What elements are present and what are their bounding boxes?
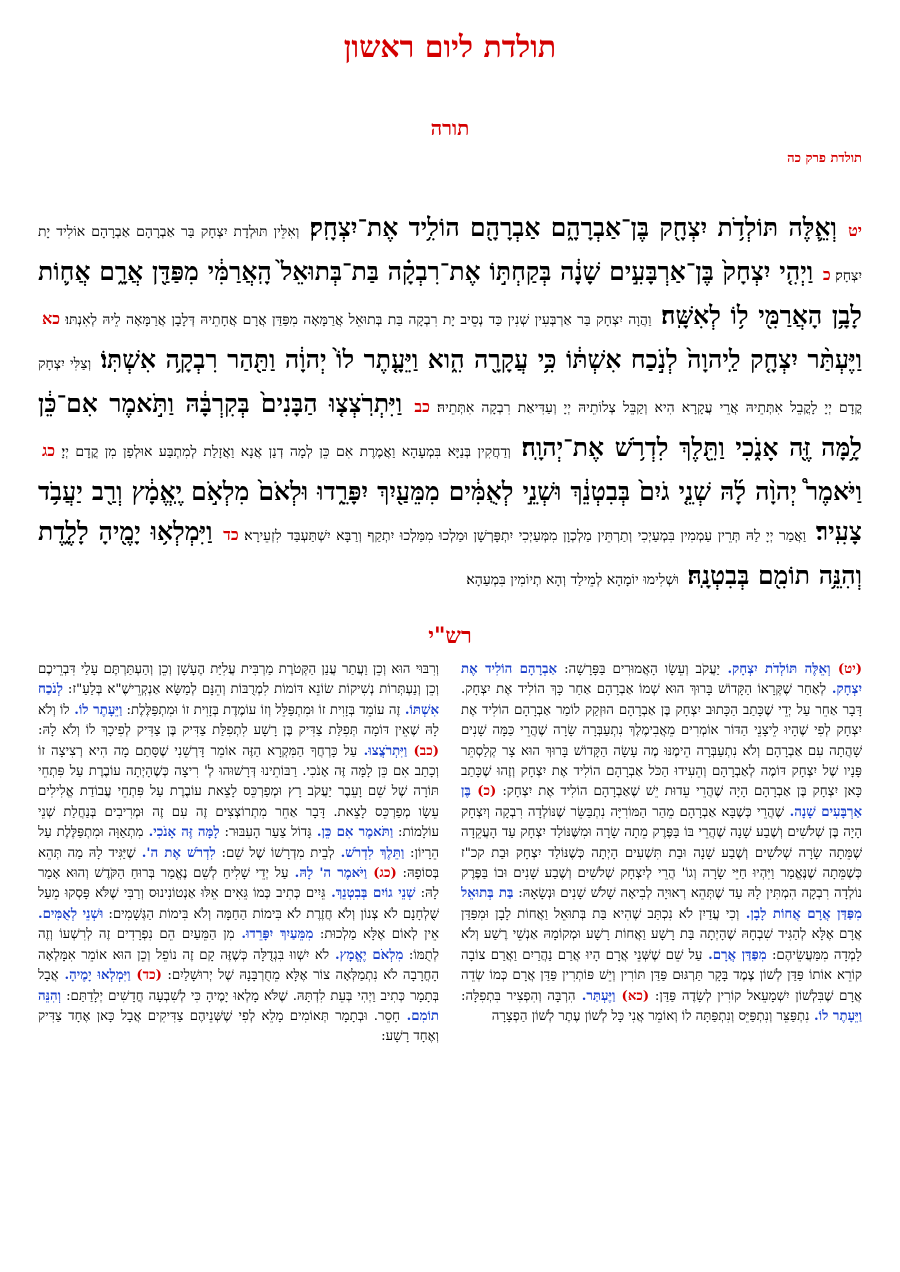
verse-text: וַיֹּאמֶר֩ יְהוָ֨ה לָ֜הּ שְׁנֵ֤י גֹיִם֙ בְּבִטְנֵ֔ךְ וּשְׁנֵ֣י לְאֻמִּ֔ים מִמֵּעַ֖יִךְ יִפָּרֵ֑דוּ וּלְאֹם֙ מִלְאֹ֣ם יֶֽאֱמָ֔ץ וְרַ֖ב יַעֲבֹ֥ד צָעִֽיר׃ [38,477,862,546]
rashi-text: אֵין לְאוֹם אֶלָּא מַלְכוּת: [313,927,439,943]
rashi-lemma: לָמָּה זֶּה אָנֹכִי. [143,825,220,841]
rashi-text: וְכִי עֲדַיִן לֹא נִכְתַּב שֶׁהִיא בַּת בְּתוּאֵל וַאֲחוֹת לָבָן וּמִפַּדַּן אֲרָם אֶלָּא לְהַגִּיד שִׁבְחָהּ שֶׁהָיְתָה בַּת רָשָׁע וַאֲחוֹת רָשָׁע וּמְקוֹמָהּ אַנְשֵׁי רֶשַׁע וְלֹא לָמְדָה מִמַּעֲשֵׂיהֶם: [461,906,862,963]
rashi-commentary [38,660,862,1260]
rashi-lemma: שְׁנֵי גוֹיִם בְּבִטְנֵךְ. [325,886,416,902]
rashi-lemma: וַיֹּאמֶר ה' לָהּ. [288,866,368,882]
rashi-lemma: וַיֵּעָתֶר לוֹ. [809,1008,862,1024]
rashi-text: הִרְבָּה וְהִפְצִיר בִּתְפִלָּה: [461,988,576,1004]
rashi-text: לֹא יִשְׁווּ בִּגְדֻלָּה כְּשֶׁזֶּה קָם זֶה נוֹפֵל וְכֵן הוּא אוֹמֵר אִמָּלְאָה הָחֳרָבָה לֹא נִתְמַלְּאָה צוֹר אֶלָּא מֵחֻרְבָּנָהּ שֶׁל יְרוּשָׁלַיִם: [38,947,439,984]
rashi-lemma: וַתֵּלֶךְ לִדְרֹשׁ. [334,845,405,861]
rashi-lemma: בֶּן אַרְבָּעִים שָׁנָה. [461,784,862,820]
section-title: תורה [430,116,470,140]
rashi-lemma: וּשְׁנֵי לְאֻמִּים. [38,906,104,922]
rashi-verse-ref: (כ) [470,784,497,800]
onkelos-text: וַהֲוָה יִצְחָק בַּר אַרְבְּעִין שְׁנִין כַּד נְסֵיב יָת רִבְקָה בַּת בְּתוּאֵל אֲרַמָּאָה מִפַּדַּן אֲרָם אֲחָתֵיהּ דְּלָבָן אֲרַמָּאָה לֵיהּ לְאִנְתּוּ׃ [60,312,652,328]
rashi-text: וְרִבּוּי הוּא וְכֵן וַעֲתַר עֲנַן הַקְּטֹרֶת מַרְבִּית עֲלִיַּת הֶעָשָׁן וְכֵן וְהַעְתַּרְתֶּם עָלַי דִּבְרֵיכֶם וְכֵן וְנַעְתְּרוֹת נְשִׁיקוֹת שׂוֹנֵא דּוֹמוֹת לִמְרֻבּוֹת וְהֵנָּם לְמַשָּׂא אַנְקְרֵישֶׁ"א בְּלַעַ"ז: [38,662,439,698]
rashi-lemma: וַיֶּעְתַּר. [575,988,616,1004]
rashi-lemma: וַיִּמְלְאוּ יָמֶיהָ. [58,968,131,984]
verse-number: כ [817,265,831,284]
page-title: תולדת ליום ראשון [343,30,557,65]
rashi-text: עַל כָּרְחֲךָ הַמִּקְרָא הַזֶּה אוֹמֵר דָּרְשֵׁנִי שֶׁסָּתַם מָה הִיא רְצִיצָה זוֹ וְכָתַב אִם כֵּן לָמָּה זֶּה אָנֹכִי. רַבּוֹתֵינוּ דְּרָשׁוּהוּ לְ' רִיצָה כְּשֶׁהָיְתָה עוֹבֶרֶת עַל פִּתְחֵי תּוֹרָה שֶׁל שֵׁם וָעֵבֶר יַעֲקֹב רָץ וּמְפַרְכֵּס לָצֵאת עוֹבֶרֶת עַל פִּתְחֵי עֲבוֹדַת אֱלִילִים עֵשָׂו מְפַרְכֵּס לָצֵאת. דָּבָר אַחֵר מִתְרוֹצְצִים זֶה עִם זֶה וּמְרִיבִים בְּנַחֲלַת שְׁנֵי עוֹלָמוֹת: [38,743,439,841]
rashi-text: לְאַחַר שֶׁקְּרָאוֹ הַקָּדוֹשׁ בָּרוּךְ הוּא שְׁמוֹ אַבְרָהָם אַחַר כָּךְ הוֹלִיד אֶת יִצְחָק. דָּבָר אַחֵר עַל יְדֵי שֶׁכָּתַב הַכָּתוּב יִצְחָק בֶּן אַבְרָהָם הוּזְקַק לוֹמַר אַבְרָהָם הוֹלִיד אֶת יִצְחָק לְפִי שֶׁהָיוּ לֵיצָנֵי הַדּוֹר אוֹמְרִים מֵאֲבִימֶלֶךְ נִתְעַבְּרָה שָׂרָה שֶׁהֲרֵי כַּמָּה שָׁנִים שָׁהֲתָה עִם אַבְרָהָם וְלֹא נִתְעַבְּרָה הֵימֶנּוּ מֶה עָשָׂה הַקָּדוֹשׁ בָּרוּךְ הוּא צָר קְלַסְתֵּר פָּנָיו שֶׁל יִצְחָק דּוֹמֶה לְאַבְרָהָם וְהֵעִידוּ הַכֹּל אַבְרָהָם הוֹלִיד אֶת יִצְחָק וְזֶהוּ שֶׁכָּתַב כָּאן יִצְחָק בֶּן אַבְרָהָם הָיָה שֶׁהֲרֵי עֵדוּת יֵשׁ שֶׁאַבְרָהָם הוֹלִיד אֶת יִצְחָק: [461,682,862,800]
rashi-text: נִתְפַּצֵּר וְנִתְפַּיֵּס וְנִתְפַּתָּה לוֹ וְאוֹמֵר אֲנִי כָּל לְשׁוֹן עֶתֶר לְשׁוֹן הַפְצָרָה [491,1008,810,1024]
rashi-text: עַל יְדֵי שָׁלִיחַ לְשֵׁם נֶאֱמַר בְּרוּחַ הַקֹּדֶשׁ וְהוּא אָמַר לָהּ: [38,866,439,902]
onkelos-text: וְדַחֲקִין בְּנַיָּא בִּמְעָהָא וַאֲמֶרֶת אִם כֵּן לְמָה דְנַן אֲנָא וַאֲזָלַת לְמִתְבַּע אוּלְפַן מִן קֳדָם יְיָ׃ [55,444,511,460]
rashi-verse-ref: (כב) [407,743,439,759]
rashi-column-right [461,660,862,1260]
onkelos-text: וּשְׁלִימוּ יוֹמָהָא לְמֵילַד וְהָא תְיוֹמִין בִּמְעַהָא׃ [466,572,679,588]
verse-number: כב [406,397,430,416]
rashi-verse-ref: (כג) [367,866,397,882]
rashi-text: מִן הַמֵּעַיִם הֵם נִפְרָדִים זֶה לְרִשְׁעוֹ וְזֶה לְתֻמּוֹ: [38,927,439,963]
onkelos-text: וַאֲמַר יְיָ לַהּ תְּרֵין עַמְמִין בִּמְעַיְכִי וְתַרְתֵּין מַלְכְוָן מִמְּעַיְכִי יִתְפָּרְשָׁן וּמַלְכוּ מִמַּלְכוּ יִתְקַף וְרַבָּא יִשְׁתַּעְבַּד לִזְעֵירָא׃ [238,528,807,544]
rashi-column-left [38,660,439,1260]
verse-text: וְאֵ֛לֶּה תּוֹלְדֹ֥ת יִצְחָ֖ק בֶּן־אַבְרָהָ֑ם אַבְרָהָ֖ם הוֹלִ֥יד אֶת־יִצְחָֽק׃ [299,213,837,242]
rashi-lemma: בַּת בְּתוּאֵל מִפַּדַּן אֲרָם אֲחוֹת לָבָן. [461,886,862,922]
rashi-text: אֲבָל בְּתָמָר כְּתִיב וַיְהִי בְּעֵת לִדְתָּהּ. שֶׁלֹּא מָלְאוּ יָמֶיהָ כִּי לְשִׁבְעָה חֳדָשִׁים יְלָדַתַּם: [38,968,439,1004]
rashi-text: חָסֵר. וּבְתָמָר תְּאוֹמִים מָלֵא לְפִי שֶׁשְּׁנֵיהֶם צַדִּיקִים אֲבָל כָּאן אֶחָד צַדִּיק וְאֶחָד רָשָׁע: [38,1008,439,1045]
rashi-text: לוֹ וְלֹא לָהּ שֶׁאֵין דּוֹמָה תְּפִלַּת צַדִּיק בֶּן רָשָׁע לִתְפִלַּת צַדִּיק בֶּן צַדִּיק לְפִיכָךְ לוֹ וְלֹא לָהּ: [38,702,439,739]
rashi-lemma: וַתֹּאמֶר אִם כֵּן. [311,825,394,841]
rashi-text: גָּדוֹל צַעַר הָעִבּוּר: [219,825,312,841]
verse-number: כג [42,441,56,460]
rashi-lemma: וְאֵלֶּה תּוֹלְדֹת יִצְחָק. [720,662,831,677]
rashi-verse-ref: (כד) [130,968,162,984]
rashi-lemma: מִפַּדַּן אֲרָם. [702,947,767,963]
rashi-text: שֶׁהֲרֵי כְּשֶׁבָּא אַבְרָהָם מֵהַר הַמּוֹרִיָּה נִתְבַּשֵּׂר שֶׁנּוֹלְדָה רִבְקָה וְיִצְחָק הָיָה בֶּן שְׁלֹשִׁים וְשֶׁבַע שָׁנָה שֶׁהֲרֵי בּוֹ בַּפֶּרֶק מֵתָה שָׂרָה וּמִשֶּׁנּוֹלַד יִצְחָק עַד הָעֲקֵדָה שֶׁמֵּתָה שָׂרָה שְׁלֹשִׁים וְשֶׁבַע שָׁנָה וּבַת תִּשְׁעִים הָיְתָה כְּשֶׁנּוֹלַד יִצְחָק וּבַת קכ"ז כְּשֶׁמֵּתָה שֶׁנֶּאֱמַר וַיִּהְיוּ חַיֵּי שָׂרָה וְגוֹ' הֲרֵי לְיִצְחָק שְׁלֹשִׁים וְשֶׁבַע שָׁנִים וּבוֹ בַּפֶּרֶק נוֹלְדָה רִבְקָה הִמְתִּין לָהּ עַד שֶׁתְּהֵא רְאוּיָה לְבִיאָה שָׁלֹשׁ שָׁנִים וּנְשָׂאָהּ: [461,804,862,902]
rashi-text: מִתְאַוָּה וּמִתְפַּלֶּלֶת עַל הֵרָיוֹן: [38,825,439,861]
rashi-lemma: וַיֵּעָתֶר לוֹ. [69,702,123,718]
rashi-text: יַעֲקֹב וְעֵשָׂו הָאֲמוּרִים בַּפָּרָשָׁה: [557,662,721,677]
rashi-lemma: מִלְאֹם יֶאֱמָץ. [329,947,404,963]
rashi-lemma: מִמֵּעַיִךְ יִפָּרֵדוּ. [234,927,314,943]
rashi-text: שֶׁיַּגִּיד לָהּ מַה תְּהֵא בְּסוֹפָהּ: [38,845,439,882]
rashi-lemma: אַבְרָהָם הוֹלִיד אֶת יִצְחָק. [461,662,862,698]
rashi-lemma: לִדְרֹשׁ אֶת ה'. [135,845,216,861]
verse-text: וַיִּתְרֹֽצְצ֤וּ הַבָּנִים֙ בְּקִרְבָּ֔הּ וַתֹּ֣אמֶר אִם־כֵּ֔ן לָ֥מָּה זֶּ֖ה אָנֹ֑כִי וַתֵּ֖לֶךְ לִדְרֹ֥שׁ אֶת־יְהוָֽה׃ [38,389,862,462]
verse-number: כד [216,525,239,544]
verse-number: יט [840,221,862,240]
verse-number: כא [42,309,61,328]
rashi-lemma: וְהִנֵּה תוֹמִם. [38,988,439,1024]
verse-text: וַיְהִ֤י יִצְחָק֙ בֶּן־אַרְבָּעִ֣ים שָׁנָ֔ה בְּקַחְתּ֣וֹ אֶת־רִבְקָ֗ה בַּת־בְּתוּאֵל֙ הָֽאֲרַמִּ֔י מִפַּדַּ֖ן אֲרָ֑ם אֲח֛וֹת לָבָ֥ן הָאֲרַמִּ֖י ל֥וֹ לְאִשָּֽׁה׃ [38,257,862,330]
verse-text: וַיִּמְלְא֥וּ יָמֶ֖יהָ לָלֶ֑דֶת וְהִנֵּ֥ה תוֹמִ֖ם בְּבִטְנָֽהּ׃ [38,517,862,590]
onkelos-text: וְאִלֵּין תּוּלְדָת יִצְחָק בַּר אַבְרָהָם אַבְרָהָם אוֹלִיד יָת יִצְחָק׃ [38,224,862,284]
rashi-text: גֵּיִים כְּתִיב כְּמוֹ גֵּאִים אֵלּוּ אַנְטוֹנִינוּס וְרַבִּי שֶׁלֹּא פָּסְקוּ מֵעַל שֻׁלְחָנָם לֹא צְנוֹן וְלֹא חֲזֶרֶת לֹא בִּימוֹת הַחַמָּה וְלֹא בִּימוֹת הַגְּשָׁמִים: [38,886,439,922]
onkelos-text: וְצַלִּי יִצְחָק קֳדָם יְיָ לָקֳבֵל אִתְּתֵיהּ אֲרֵי עֲקָרָא הִיא וְקַבֵּל צְלוֹתֵיהּ יְיָ וְעַדִּיאַת רִבְקָה אִתְּתֵיהּ׃ [38,356,862,416]
verse-text: וַיֶּעְתַּ֨ר יִצְחָ֤ק לַֽיהוָה֙ לְנֹ֣כַח אִשְׁתּ֔וֹ כִּ֥י עֲקָרָ֖ה הִ֑וא וַיֵּעָ֤תֶר לוֹ֙ יְהוָ֔ה וַתַּ֖הַר רִבְקָ֥ה אִשְׁתּֽוֹ׃ [91,345,862,374]
rashi-lemma: וַיִּתְרֹצֲצוּ. [357,743,408,759]
rashi-verse-ref: (יט) [830,662,862,677]
rashi-title: רש"י [428,623,472,649]
torah-text [38,208,862,600]
rashi-text: לְבֵית מִדְרָשׁוֹ שֶׁל שֵׁם: [215,845,335,861]
rashi-lemma: לְנֹכַח אִשְׁתּוֹ. [38,682,439,718]
chapter-label: תולדת פרק כה [787,151,862,166]
rashi-verse-ref: (כא) [615,988,650,1004]
rashi-text: עַל שֵׁם שֶׁשְּׁנֵי אֲרָם הָיוּ אֲרַם נַהֲרַיִם וַאֲרַם צוֹבָה קוֹרֵא אוֹתוֹ פַּדַּן לְשׁוֹן צֶמֶד בָּקָר תַּרְגּוּם פַּדַּן תּוֹרִין וְיֵשׁ פּוֹתְרִין פַּדַּן אֲרָם כְּמוֹ שְׂדֵה אֲרָם שֶׁבִּלְשׁוֹן יִשְׁמָעֵאל קוֹרִין לְשָׂדֶה פַּדַּן: [461,947,862,1004]
rashi-text: זֶה עוֹמֵד בְּזָוִית זוֹ וּמִתְפַּלֵּל וְזוֹ עוֹמֶדֶת בְּזָוִית זוֹ וּמִתְפַּלֶּלֶת: [122,702,401,718]
